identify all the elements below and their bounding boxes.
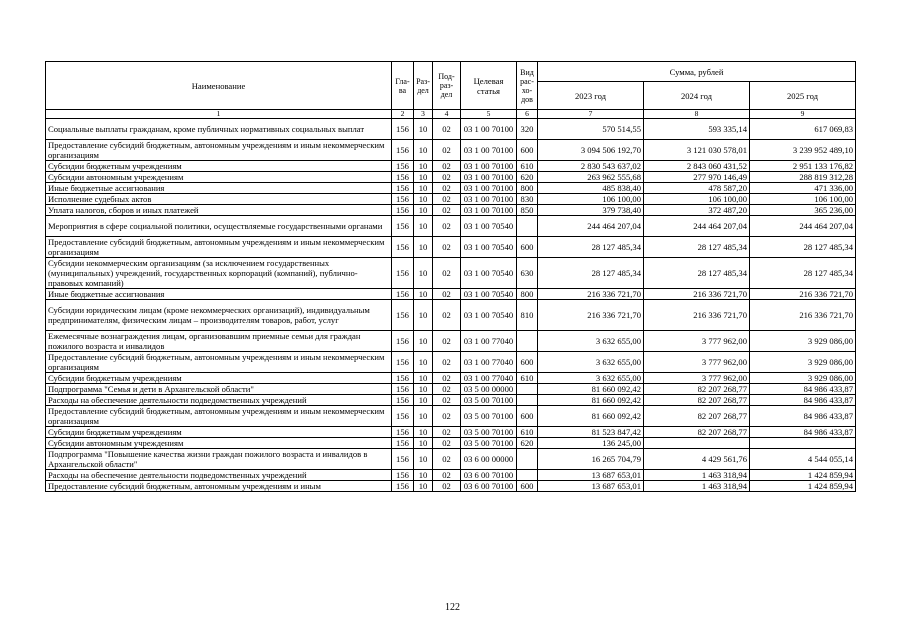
row-name: Ежемесячные вознаграждения лицам, организовавшим приемные семьи для граждан пожилого возраста и инвалидов <box>46 331 392 352</box>
row-expense-type: 620 <box>517 438 538 449</box>
row-expense-type <box>517 331 538 352</box>
row-target: 03 5 00 70100 <box>461 395 517 406</box>
row-expense-type: 600 <box>517 406 538 427</box>
row-chapter: 156 <box>392 427 414 438</box>
header-target: Целевая статья <box>461 62 517 110</box>
row-sum-2023: 106 100,00 <box>538 194 644 205</box>
table-row <box>46 384 856 395</box>
row-target: 03 5 00 70100 <box>461 438 517 449</box>
row-sum-2025: 106 100,00 <box>750 194 856 205</box>
row-subsection: 02 <box>433 406 461 427</box>
row-sum-2025: 4 544 055,14 <box>750 449 856 470</box>
row-sum-2025 <box>750 438 856 449</box>
column-number: 3 <box>414 110 433 119</box>
row-chapter: 156 <box>392 172 414 183</box>
row-section: 10 <box>414 331 433 352</box>
row-name: Исполнение судебных актов <box>46 194 392 205</box>
row-target: 03 6 00 70100 <box>461 470 517 481</box>
row-subsection: 02 <box>433 384 461 395</box>
row-sum-2024: 28 127 485,34 <box>644 237 750 258</box>
row-target: 03 1 00 70540 <box>461 237 517 258</box>
row-target: 03 1 00 70540 <box>461 289 517 300</box>
row-section: 10 <box>414 427 433 438</box>
row-section: 10 <box>414 119 433 140</box>
table-row <box>46 194 856 205</box>
row-section: 10 <box>414 406 433 427</box>
row-sum-2024: 216 336 721,70 <box>644 289 750 300</box>
row-chapter: 156 <box>392 352 414 373</box>
row-name: Мероприятия в сфере социальной политики, осуществляемые государственными органами <box>46 216 392 237</box>
table-row <box>46 427 856 438</box>
row-chapter: 156 <box>392 481 414 492</box>
row-chapter: 156 <box>392 258 414 289</box>
row-section: 10 <box>414 194 433 205</box>
row-sum-2025: 216 336 721,70 <box>750 300 856 331</box>
row-section: 10 <box>414 449 433 470</box>
column-number-row <box>46 110 856 119</box>
row-sum-2023: 263 962 555,68 <box>538 172 644 183</box>
row-section: 10 <box>414 237 433 258</box>
row-sum-2023: 28 127 485,34 <box>538 237 644 258</box>
row-section: 10 <box>414 373 433 384</box>
row-chapter: 156 <box>392 373 414 384</box>
row-expense-type <box>517 384 538 395</box>
row-subsection: 02 <box>433 352 461 373</box>
row-subsection: 02 <box>433 216 461 237</box>
row-section: 10 <box>414 183 433 194</box>
row-sum-2024: 3 777 962,00 <box>644 352 750 373</box>
row-sum-2024: 82 207 268,77 <box>644 395 750 406</box>
row-subsection: 02 <box>433 194 461 205</box>
row-sum-2024: 82 207 268,77 <box>644 406 750 427</box>
row-target: 03 1 00 70100 <box>461 119 517 140</box>
row-sum-2024: 2 843 060 431,52 <box>644 161 750 172</box>
row-sum-2024: 3 121 030 578,01 <box>644 140 750 161</box>
row-sum-2024 <box>644 438 750 449</box>
row-chapter: 156 <box>392 384 414 395</box>
row-name: Расходы на обеспечение деятельности подведомственных учреждений <box>46 470 392 481</box>
row-subsection: 02 <box>433 172 461 183</box>
row-target: 03 6 00 00000 <box>461 449 517 470</box>
row-name: Иные бюджетные ассигнования <box>46 183 392 194</box>
column-number: 9 <box>750 110 856 119</box>
row-sum-2024: 3 777 962,00 <box>644 373 750 384</box>
row-sum-2025: 84 986 433,87 <box>750 427 856 438</box>
row-sum-2023: 16 265 704,79 <box>538 449 644 470</box>
row-target: 03 1 00 77040 <box>461 352 517 373</box>
row-chapter: 156 <box>392 300 414 331</box>
row-sum-2023: 3 632 655,00 <box>538 331 644 352</box>
row-expense-type <box>517 449 538 470</box>
row-name: Подпрограмма "Повышение качества жизни граждан пожилого возраста и инвалидов в Архангельской области" <box>46 449 392 470</box>
row-target: 03 1 00 70100 <box>461 172 517 183</box>
row-section: 10 <box>414 384 433 395</box>
row-expense-type: 610 <box>517 373 538 384</box>
row-target: 03 6 00 70100 <box>461 481 517 492</box>
row-sum-2024: 82 207 268,77 <box>644 427 750 438</box>
row-sum-2024: 4 429 561,76 <box>644 449 750 470</box>
row-sum-2024: 372 487,20 <box>644 205 750 216</box>
row-name: Предоставление субсидий бюджетным, автономным учреждениям и иным некоммерческим организациям <box>46 237 392 258</box>
column-number: 8 <box>644 110 750 119</box>
table-row <box>46 481 856 492</box>
row-subsection: 02 <box>433 119 461 140</box>
row-target: 03 1 00 77040 <box>461 331 517 352</box>
row-section: 10 <box>414 470 433 481</box>
row-name: Субсидии юридическим лицам (кроме некоммерческих организаций), индивидуальным предпринимателям, физическим лицам – производителям товаров, работ, услуг <box>46 300 392 331</box>
row-sum-2023: 13 687 653,01 <box>538 470 644 481</box>
row-sum-2024: 1 463 318,94 <box>644 481 750 492</box>
row-sum-2025: 28 127 485,34 <box>750 258 856 289</box>
row-chapter: 156 <box>392 331 414 352</box>
row-sum-2025: 244 464 207,04 <box>750 216 856 237</box>
row-sum-2023: 485 838,40 <box>538 183 644 194</box>
row-subsection: 02 <box>433 183 461 194</box>
row-chapter: 156 <box>392 438 414 449</box>
header-year-2024: 2024 год <box>644 82 750 110</box>
table-row <box>46 449 856 470</box>
row-name: Субсидии бюджетным учреждениям <box>46 161 392 172</box>
row-sum-2024: 28 127 485,34 <box>644 258 750 289</box>
row-sum-2025: 3 929 086,00 <box>750 331 856 352</box>
row-sum-2025: 3 929 086,00 <box>750 352 856 373</box>
row-sum-2023: 81 660 092,42 <box>538 406 644 427</box>
row-chapter: 156 <box>392 449 414 470</box>
table-row <box>46 470 856 481</box>
row-chapter: 156 <box>392 119 414 140</box>
column-number: 2 <box>392 110 414 119</box>
row-sum-2025: 617 069,83 <box>750 119 856 140</box>
row-section: 10 <box>414 289 433 300</box>
header-section: Раз-дел <box>414 62 433 110</box>
row-chapter: 156 <box>392 216 414 237</box>
row-sum-2023: 216 336 721,70 <box>538 300 644 331</box>
row-sum-2024: 1 463 318,94 <box>644 470 750 481</box>
row-target: 03 1 00 77040 <box>461 373 517 384</box>
row-chapter: 156 <box>392 470 414 481</box>
row-expense-type: 630 <box>517 258 538 289</box>
row-subsection: 02 <box>433 427 461 438</box>
row-name: Субсидии автономным учреждениям <box>46 438 392 449</box>
row-subsection: 02 <box>433 449 461 470</box>
row-expense-type: 800 <box>517 183 538 194</box>
row-name: Предоставление субсидий бюджетным, автономным учреждениям и иным некоммерческим организациям <box>46 352 392 373</box>
column-number: 6 <box>517 110 538 119</box>
header-year-2023: 2023 год <box>538 82 644 110</box>
row-expense-type <box>517 395 538 406</box>
table-row <box>46 161 856 172</box>
table-body <box>46 119 856 492</box>
table-row <box>46 373 856 384</box>
table-row <box>46 216 856 237</box>
row-subsection: 02 <box>433 470 461 481</box>
row-section: 10 <box>414 438 433 449</box>
row-name: Предоставление субсидий бюджетным, автономным учреждениям и иным <box>46 481 392 492</box>
row-name: Социальные выплаты гражданам, кроме публичных нормативных социальных выплат <box>46 119 392 140</box>
row-sum-2023: 28 127 485,34 <box>538 258 644 289</box>
row-sum-2023: 2 830 543 637,02 <box>538 161 644 172</box>
header-year-2025: 2025 год <box>750 82 856 110</box>
table-row <box>46 172 856 183</box>
row-sum-2024: 3 777 962,00 <box>644 331 750 352</box>
row-sum-2023: 81 660 092,42 <box>538 395 644 406</box>
row-section: 10 <box>414 205 433 216</box>
row-sum-2025: 216 336 721,70 <box>750 289 856 300</box>
table-row <box>46 140 856 161</box>
row-expense-type: 830 <box>517 194 538 205</box>
row-subsection: 02 <box>433 438 461 449</box>
row-chapter: 156 <box>392 406 414 427</box>
row-sum-2024: 106 100,00 <box>644 194 750 205</box>
table-row <box>46 119 856 140</box>
row-chapter: 156 <box>392 140 414 161</box>
row-sum-2025: 1 424 859,94 <box>750 470 856 481</box>
row-sum-2025: 288 819 312,28 <box>750 172 856 183</box>
row-subsection: 02 <box>433 331 461 352</box>
row-sum-2023: 81 523 847,42 <box>538 427 644 438</box>
row-sum-2023: 3 632 655,00 <box>538 373 644 384</box>
row-name: Уплата налогов, сборов и иных платежей <box>46 205 392 216</box>
row-name: Расходы на обеспечение деятельности подведомственных учреждений <box>46 395 392 406</box>
column-number: 1 <box>46 110 392 119</box>
row-subsection: 02 <box>433 161 461 172</box>
row-target: 03 1 00 70100 <box>461 161 517 172</box>
row-sum-2025: 1 424 859,94 <box>750 481 856 492</box>
table-row <box>46 289 856 300</box>
row-section: 10 <box>414 172 433 183</box>
row-section: 10 <box>414 352 433 373</box>
row-chapter: 156 <box>392 289 414 300</box>
column-number: 4 <box>433 110 461 119</box>
row-expense-type: 810 <box>517 300 538 331</box>
row-target: 03 5 00 70100 <box>461 427 517 438</box>
row-expense-type: 850 <box>517 205 538 216</box>
row-name: Предоставление субсидий бюджетным, автономным учреждениям и иным некоммерческим организациям <box>46 406 392 427</box>
row-sum-2023: 570 514,55 <box>538 119 644 140</box>
row-sum-2025: 3 239 952 489,10 <box>750 140 856 161</box>
row-sum-2023: 244 464 207,04 <box>538 216 644 237</box>
row-sum-2025: 365 236,00 <box>750 205 856 216</box>
table-row <box>46 352 856 373</box>
table-row <box>46 183 856 194</box>
row-name: Субсидии автономным учреждениям <box>46 172 392 183</box>
row-sum-2023: 3 632 655,00 <box>538 352 644 373</box>
row-expense-type: 600 <box>517 140 538 161</box>
row-sum-2024: 244 464 207,04 <box>644 216 750 237</box>
row-name: Субсидии бюджетным учреждениям <box>46 427 392 438</box>
row-expense-type: 610 <box>517 427 538 438</box>
row-expense-type: 620 <box>517 172 538 183</box>
table-row <box>46 237 856 258</box>
row-sum-2023: 13 687 653,01 <box>538 481 644 492</box>
row-sum-2025: 84 986 433,87 <box>750 384 856 395</box>
row-expense-type: 800 <box>517 289 538 300</box>
row-subsection: 02 <box>433 289 461 300</box>
table-row <box>46 258 856 289</box>
row-section: 10 <box>414 481 433 492</box>
table-row <box>46 438 856 449</box>
row-name: Иные бюджетные ассигнования <box>46 289 392 300</box>
row-chapter: 156 <box>392 161 414 172</box>
row-subsection: 02 <box>433 395 461 406</box>
row-sum-2023: 136 245,00 <box>538 438 644 449</box>
row-subsection: 02 <box>433 237 461 258</box>
row-section: 10 <box>414 258 433 289</box>
row-sum-2024: 478 587,20 <box>644 183 750 194</box>
row-target: 03 1 00 70100 <box>461 205 517 216</box>
row-sum-2023: 216 336 721,70 <box>538 289 644 300</box>
row-sum-2023: 81 660 092,42 <box>538 384 644 395</box>
row-section: 10 <box>414 161 433 172</box>
row-sum-2025: 84 986 433,87 <box>750 395 856 406</box>
header-name: Наименование <box>46 62 392 110</box>
row-expense-type: 610 <box>517 161 538 172</box>
row-section: 10 <box>414 140 433 161</box>
row-subsection: 02 <box>433 373 461 384</box>
row-expense-type: 600 <box>517 237 538 258</box>
row-expense-type: 600 <box>517 481 538 492</box>
row-expense-type <box>517 470 538 481</box>
row-section: 10 <box>414 216 433 237</box>
row-sum-2024: 277 970 146,49 <box>644 172 750 183</box>
table-row <box>46 205 856 216</box>
header-subsection: Под-раз-дел <box>433 62 461 110</box>
row-expense-type: 320 <box>517 119 538 140</box>
row-sum-2023: 3 094 506 192,70 <box>538 140 644 161</box>
row-chapter: 156 <box>392 237 414 258</box>
header-expense-type: Вид рас-хо-дов <box>517 62 538 110</box>
row-chapter: 156 <box>392 194 414 205</box>
header-sum: Сумма, рублей <box>538 62 856 82</box>
row-name: Предоставление субсидий бюджетным, автономным учреждениям и иным некоммерческим организациям <box>46 140 392 161</box>
row-chapter: 156 <box>392 183 414 194</box>
page-number: 122 <box>445 602 460 613</box>
row-subsection: 02 <box>433 481 461 492</box>
row-sum-2025: 2 951 133 176,82 <box>750 161 856 172</box>
row-target: 03 1 00 70100 <box>461 140 517 161</box>
budget-table <box>45 61 856 492</box>
row-chapter: 156 <box>392 205 414 216</box>
row-target: 03 5 00 70100 <box>461 406 517 427</box>
row-sum-2025: 28 127 485,34 <box>750 237 856 258</box>
column-number: 5 <box>461 110 517 119</box>
row-name: Подпрограмма "Семья и дети в Архангельской области" <box>46 384 392 395</box>
row-expense-type: 600 <box>517 352 538 373</box>
row-name: Субсидии некоммерческим организациям (за исключением государственных (муниципальных) учреждений, государственных корпораций (компаний), публично-правовых компаний) <box>46 258 392 289</box>
row-target: 03 1 00 70540 <box>461 300 517 331</box>
row-target: 03 1 00 70540 <box>461 216 517 237</box>
table-row <box>46 300 856 331</box>
row-target: 03 1 00 70100 <box>461 183 517 194</box>
row-name: Субсидии бюджетным учреждениям <box>46 373 392 384</box>
table-row <box>46 406 856 427</box>
row-sum-2025: 471 336,00 <box>750 183 856 194</box>
row-expense-type <box>517 216 538 237</box>
row-chapter: 156 <box>392 395 414 406</box>
row-sum-2024: 82 207 268,77 <box>644 384 750 395</box>
row-target: 03 1 00 70540 <box>461 258 517 289</box>
column-number: 7 <box>538 110 644 119</box>
row-sum-2023: 379 738,40 <box>538 205 644 216</box>
row-sum-2024: 216 336 721,70 <box>644 300 750 331</box>
row-section: 10 <box>414 395 433 406</box>
row-sum-2025: 84 986 433,87 <box>750 406 856 427</box>
row-sum-2024: 593 335,14 <box>644 119 750 140</box>
row-target: 03 1 00 70100 <box>461 194 517 205</box>
row-subsection: 02 <box>433 258 461 289</box>
row-sum-2025: 3 929 086,00 <box>750 373 856 384</box>
row-target: 03 5 00 00000 <box>461 384 517 395</box>
row-section: 10 <box>414 300 433 331</box>
budget-table-page <box>45 61 855 492</box>
row-subsection: 02 <box>433 205 461 216</box>
table-row <box>46 395 856 406</box>
table-row <box>46 331 856 352</box>
header-chapter: Гла-ва <box>392 62 414 110</box>
row-subsection: 02 <box>433 140 461 161</box>
row-subsection: 02 <box>433 300 461 331</box>
